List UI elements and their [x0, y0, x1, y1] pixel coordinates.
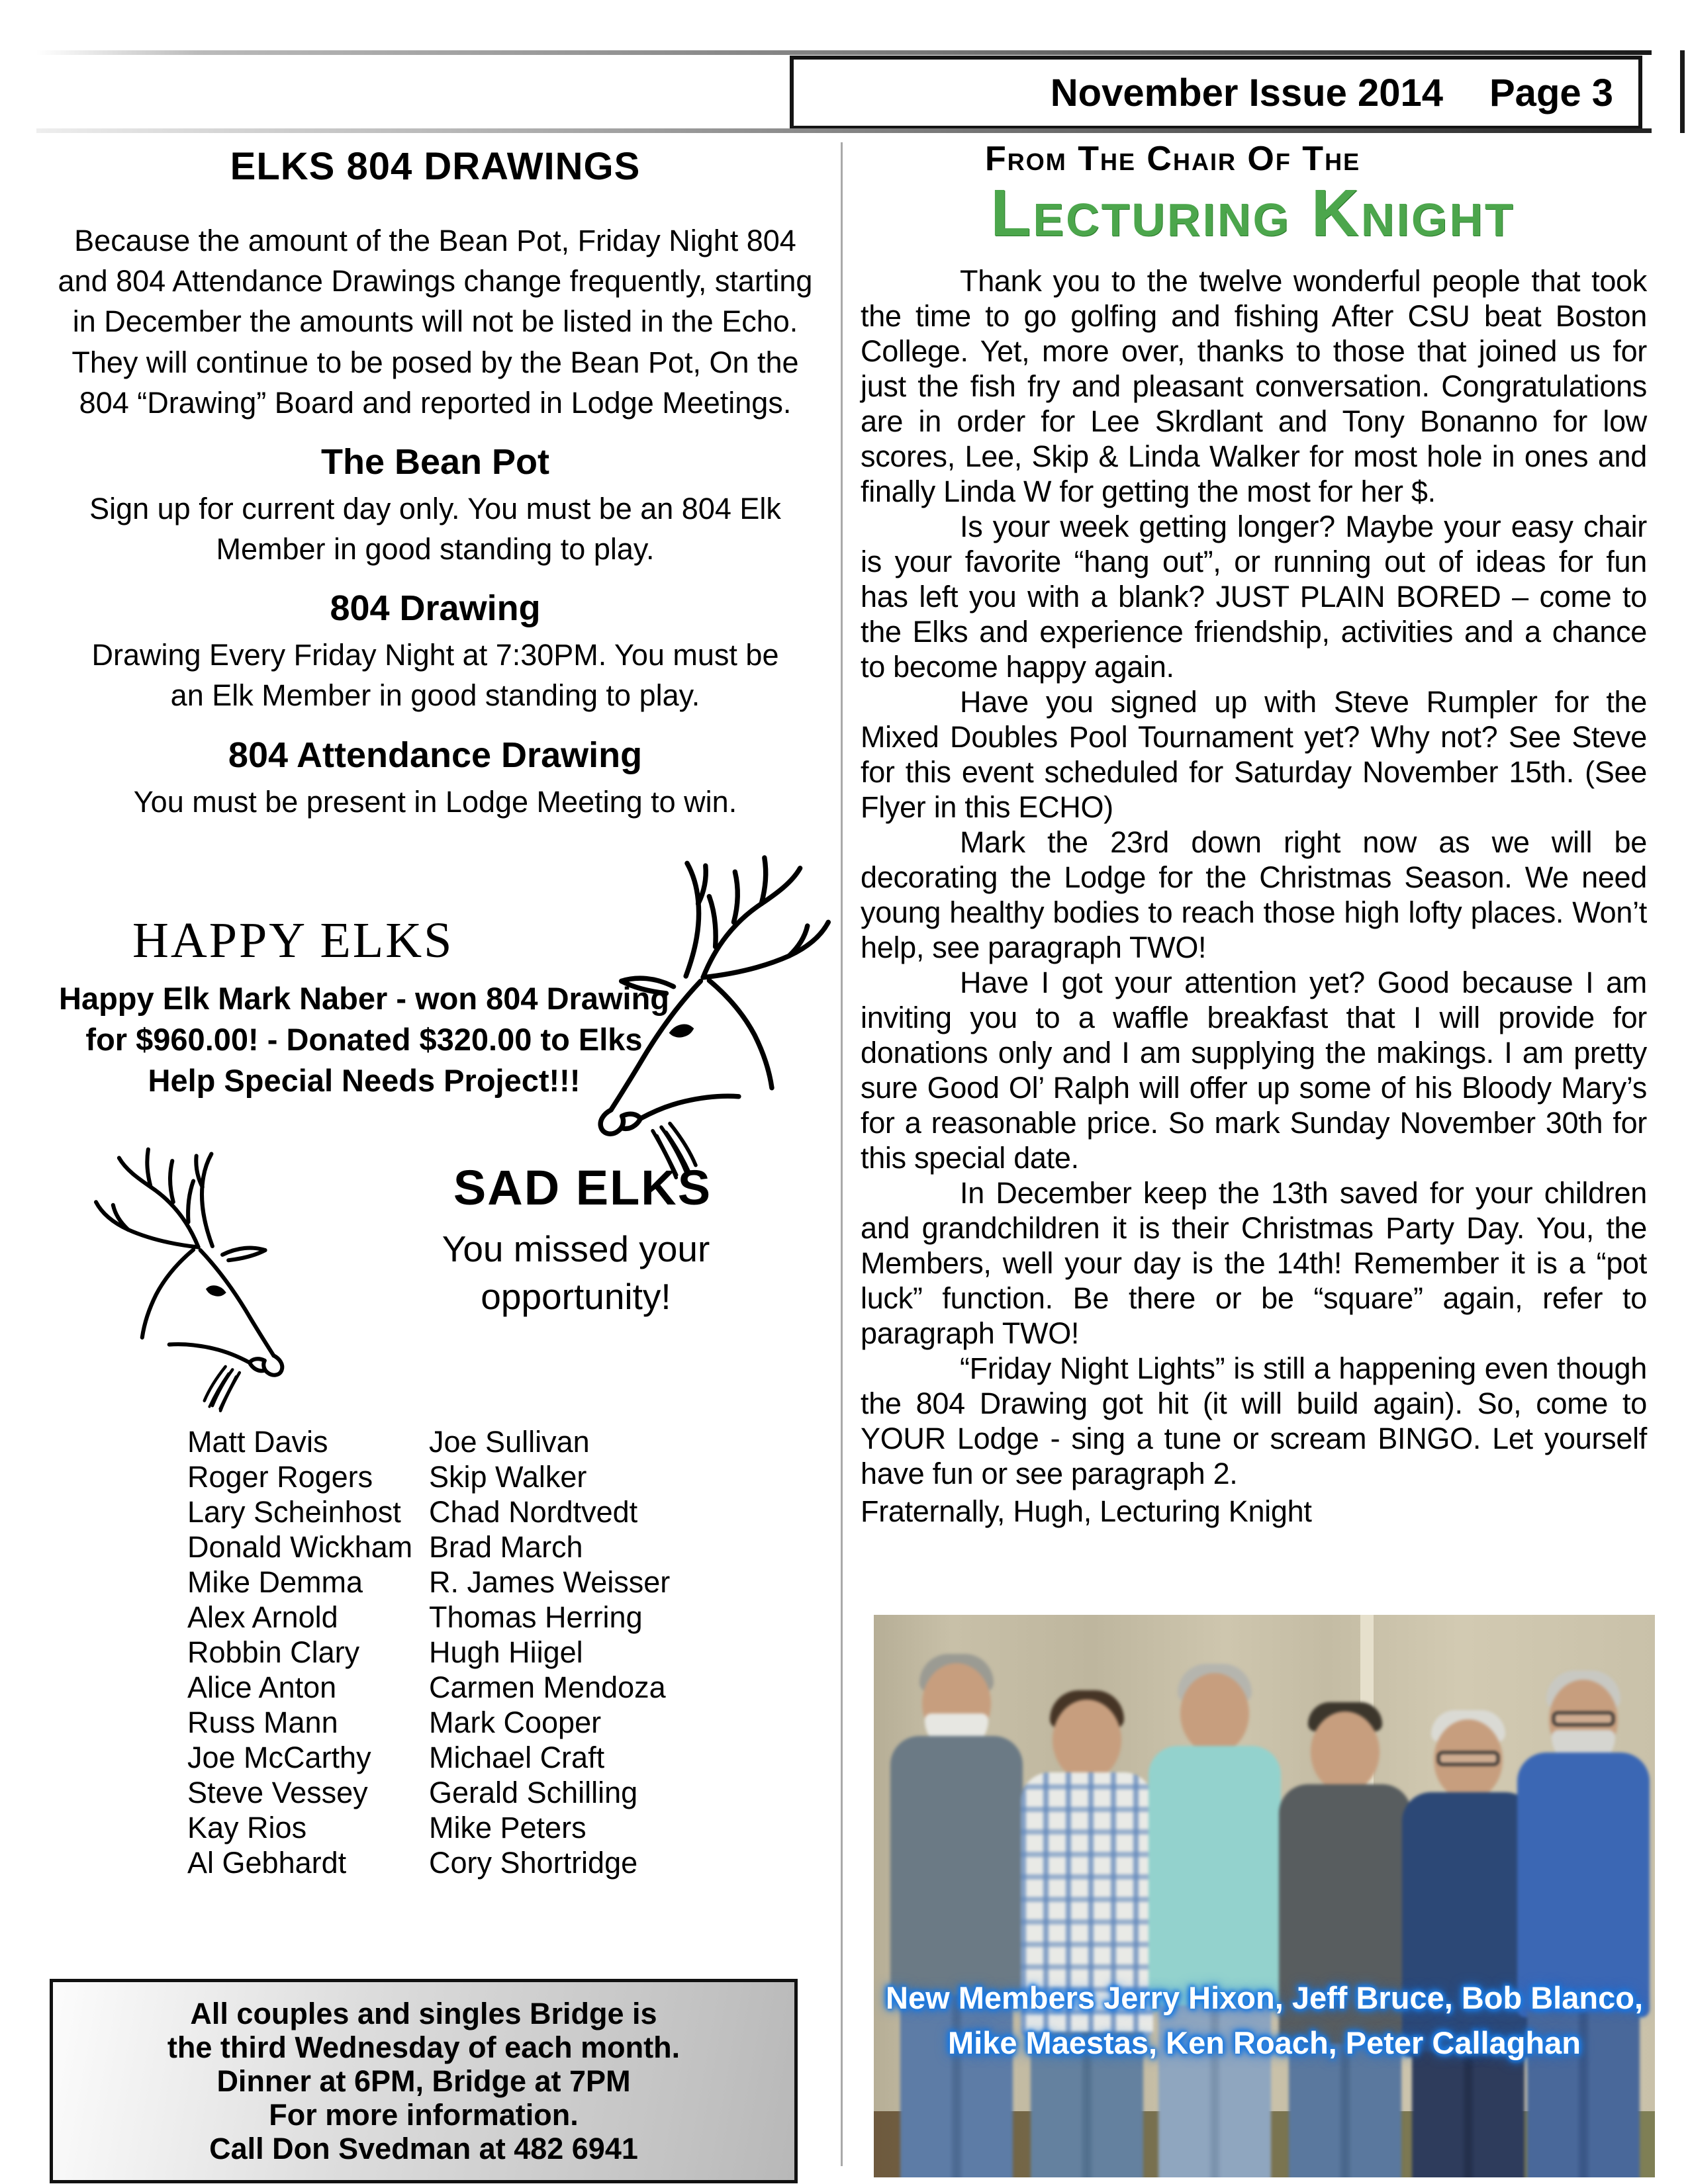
list-item: Joe McCarthy	[187, 1741, 371, 1774]
list-item: Cory Shortridge	[429, 1846, 638, 1880]
article-paragraph: Have you signed up with Steve Rumpler for the Mixed Doubles Pool Tournament yet? Why not? See Steve for this event scheduled for Saturday November 15th. (See Flyer in this ECHO)	[861, 685, 1647, 824]
person-figure	[1279, 1700, 1411, 2177]
drawing-section	[50, 588, 821, 716]
elk-head-line-art-icon	[86, 1122, 351, 1433]
page-number: Page 3	[1489, 71, 1613, 114]
column-divider	[841, 142, 843, 2166]
list-item: Skip Walker	[429, 1460, 587, 1494]
happy-elks-text: Happy Elk Mark Naber - won 804 Drawing for $960.00! - Donated $320.00 to Elks Help Special Needs Project!!!	[59, 981, 669, 1099]
photo-people-group	[874, 1615, 1655, 2177]
person-figure	[1149, 1661, 1281, 2177]
article-paragraph: Have I got your attention yet? Good because I am inviting you to a waffle breakfast that I will provide for donations only and I am supplying the makings. I am pretty sure Good Ol’ Ralph will offer up some of his Bloody Mary’s for a reasonable price. So mark Sunday November 30th for this special date.	[861, 966, 1647, 1175]
person-figure	[890, 1651, 1023, 2177]
person-figure	[1402, 1707, 1534, 2177]
list-item: Hugh Hiigel	[429, 1635, 583, 1669]
list-item: Joe Sullivan	[429, 1425, 590, 1459]
list-item: Roger Rogers	[187, 1460, 373, 1494]
bridge-info-line: Call Don Svedman at 482 6941	[209, 2132, 638, 2165]
issue-label: November Issue 2014	[1050, 71, 1443, 114]
header-bottom-rule	[36, 128, 1652, 133]
chair-kicker: From The Chair Of The	[985, 140, 1361, 178]
list-item: Alex Arnold	[187, 1600, 338, 1634]
list-item: R. James Weisser	[429, 1565, 671, 1599]
article-paragraphs	[861, 263, 1647, 1491]
list-item: Russ Mann	[187, 1706, 338, 1739]
page-edge-line	[1680, 50, 1685, 133]
section-heading: 804 Drawing	[330, 588, 541, 629]
list-item: Steve Vessey	[187, 1776, 368, 1809]
left-column	[50, 144, 821, 823]
name-list-column-2	[429, 1424, 670, 1880]
article-paragraph: In December keep the 13th saved for your children and grandchildren it is their Christmas Party Day. You, the Members, well your day is the 14th! Remember it is a “pot luck” function. Be there or be “square” again, refer to paragraph TWO!	[861, 1176, 1647, 1350]
list-item: Kay Rios	[187, 1811, 307, 1844]
lecturing-knight-article	[861, 263, 1647, 1529]
article-paragraph: Mark the 23rd down right now as we will be decorating the Lodge for the Christmas Season. We need young healthy bodies to reach those high lofty places. Won’t help, see paragraph TWO!	[861, 825, 1647, 964]
list-item: Michael Craft	[429, 1741, 605, 1774]
list-item: Alice Anton	[187, 1670, 337, 1704]
drawings-intro: Because the amount of the Bean Pot, Friday Night 804 and 804 Attendance Drawings change frequently, starting in December the amounts will not be listed in the Echo. They will continue to be posed by the Bean Pot, On the 804 “Drawing” Board and reported in Lodge Meetings.	[58, 224, 813, 420]
bridge-info-line: All couples and singles Bridge is	[190, 1997, 657, 2030]
bridge-info-line: Dinner at 6PM, Bridge at 7PM	[216, 2064, 631, 2098]
list-item: Gerald Schilling	[429, 1776, 638, 1809]
happy-elks-title: HAPPY ELKS	[132, 913, 454, 968]
section-heading: The Bean Pot	[320, 441, 550, 482]
bridge-info-box	[50, 1979, 798, 2183]
elk-head-line-art-icon	[516, 824, 841, 1205]
list-item: Al Gebhardt	[187, 1846, 347, 1880]
bridge-info-line: For more information.	[269, 2098, 579, 2132]
bridge-info-line: the third Wednesday of each month.	[167, 2030, 680, 2064]
list-item: Robbin Clary	[187, 1635, 360, 1669]
sad-elks-subtitle: You missed your opportunity!	[442, 1228, 710, 1317]
article-paragraph: Is your week getting longer? Maybe your easy chair is your favorite “hang out”, or running out of ideas for fun has left you with a blank? JUST PLAIN BORED – come to the Elks and experience friendship, activities and a chance to become happy again.	[861, 510, 1647, 684]
section-heading: 804 Attendance Drawing	[228, 735, 643, 775]
section-text: You must be present in Lodge Meeting to win.	[133, 784, 737, 819]
drawings-title: ELKS 804 DRAWINGS	[230, 145, 641, 188]
list-item: Matt Davis	[187, 1425, 328, 1459]
sad-elks-name-list	[187, 1424, 670, 1880]
photo-caption-line: Mike Maestas, Ken Roach, Peter Callaghan	[948, 2025, 1581, 2061]
list-item: Donald Wickham	[187, 1530, 413, 1564]
new-members-photo	[874, 1615, 1655, 2177]
person-figure	[1517, 1668, 1650, 2177]
name-list-column-1	[187, 1424, 429, 1880]
page-header-box	[790, 56, 1642, 130]
photo-caption-line: New Members Jerry Hixon, Jeff Bruce, Bob Blanco,	[886, 1980, 1643, 2015]
top-divider-rule	[36, 50, 1652, 55]
drawing-section	[50, 441, 821, 570]
section-text: Sign up for current day only. You must be an 804 Elk Member in good standing to play.	[89, 491, 781, 566]
list-item: Carmen Mendoza	[429, 1670, 666, 1704]
lecturing-knight-title: Lecturing Knight	[990, 176, 1515, 250]
list-item: Thomas Herring	[429, 1600, 643, 1634]
list-item: Mike Demma	[187, 1565, 363, 1599]
list-item: Mike Peters	[429, 1811, 586, 1844]
person-figure	[1021, 1688, 1153, 2177]
section-text: Drawing Every Friday Night at 7:30PM. You must be an Elk Member in good standing to play.	[91, 638, 779, 713]
list-item: Chad Nordtvedt	[429, 1495, 638, 1529]
list-item: Lary Scheinhost	[187, 1495, 401, 1529]
article-paragraph: Thank you to the twelve wonderful people that took the time to go golfing and fishing After CSU beat Boston College. Yet, more over, thanks to those that joined us for just the fish fry and pleasant conversation. Congratulations are in order for Lee Skrdlant and Tony Bonanno for low scores, Lee, Skip & Linda Walker for most hole in ones and finally Linda W for getting the most for her $.	[861, 264, 1647, 508]
list-item: Mark Cooper	[429, 1706, 602, 1739]
sad-elks-title: SAD ELKS	[453, 1160, 712, 1215]
photo-caption	[874, 1976, 1655, 2066]
list-item: Brad March	[429, 1530, 583, 1564]
article-signoff: Fraternally, Hugh, Lecturing Knight	[861, 1494, 1312, 1528]
drawings-sections	[50, 441, 821, 823]
drawing-section	[50, 735, 821, 823]
article-paragraph: “Friday Night Lights” is still a happening even though the 804 Drawing got hit (it will build again). So, come to YOUR Lodge - sing a tune or scream BINGO. Let yourself have fun or see paragraph 2.	[861, 1351, 1647, 1490]
